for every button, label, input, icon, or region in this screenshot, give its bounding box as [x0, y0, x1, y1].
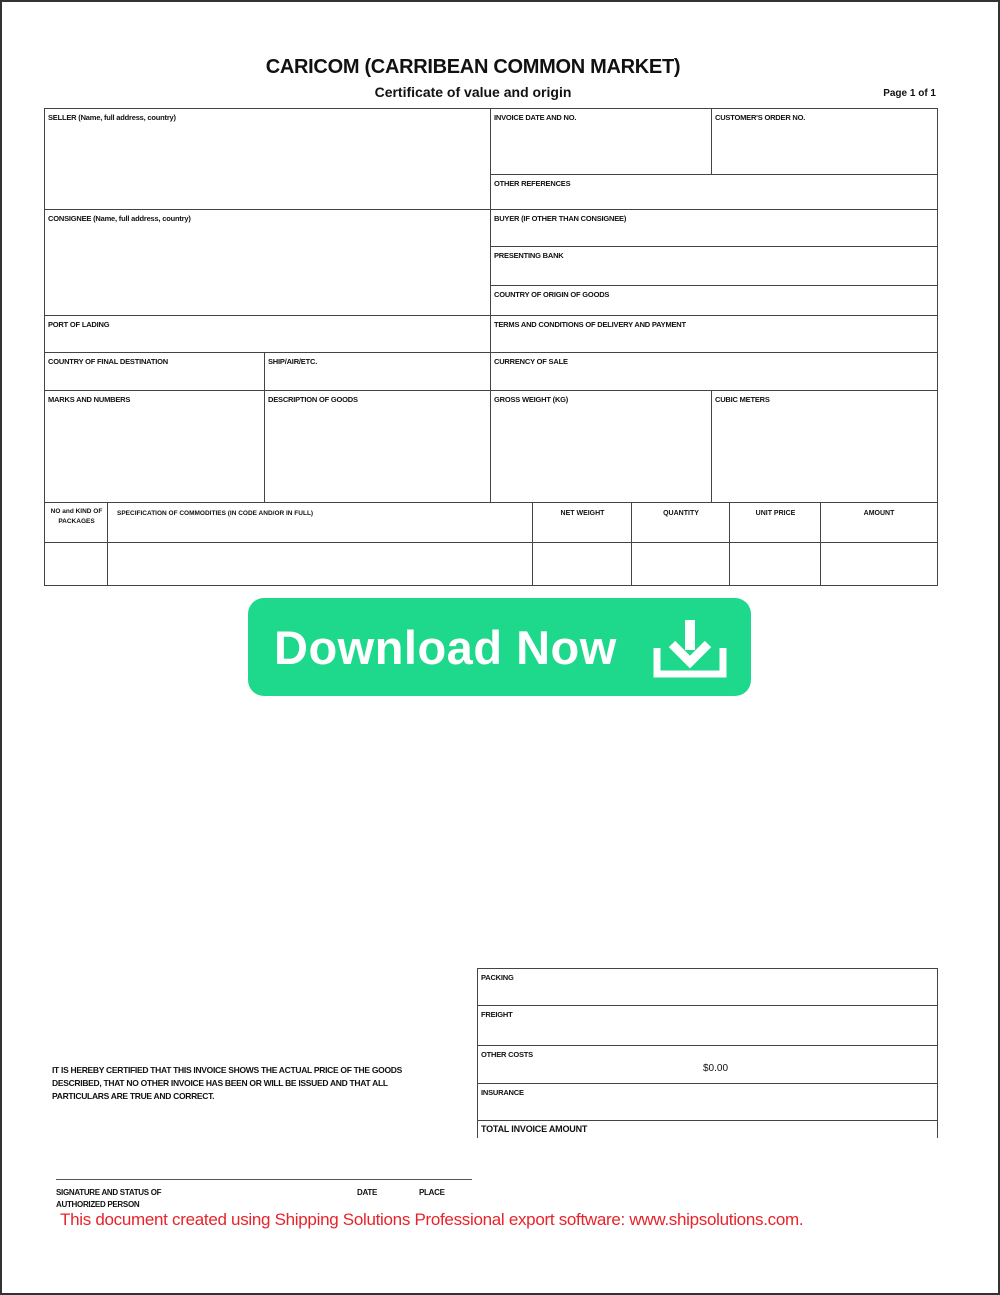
document-subtitle: Certificate of value and origin [374, 84, 572, 100]
gross-weight-label: GROSS WEIGHT (KG) [494, 395, 569, 404]
origin-label: COUNTRY OF ORIGIN OF GOODS [494, 290, 610, 299]
ship-label: SHIP/AIR/ETC. [268, 357, 318, 366]
consignee-field [44, 209, 492, 317]
invoice-date-field [490, 108, 713, 176]
header-text: NET WEIGHT [560, 510, 605, 517]
table-cell [729, 542, 822, 586]
freight-field [477, 1005, 938, 1046]
description-label: DESCRIPTION OF GOODS [268, 395, 358, 404]
other-references-label: OTHER REFERENCES [494, 179, 571, 188]
header-text: UNIT PRICE [755, 510, 796, 517]
destination-field [44, 352, 266, 392]
table-header-packages [44, 502, 109, 544]
description-field [264, 390, 492, 504]
other-costs-value: $0.00 [703, 1063, 729, 1074]
currency-field [490, 352, 938, 392]
cubic-meters-label: CUBIC METERS [715, 395, 770, 404]
table-cell [107, 542, 534, 586]
buyer-field [490, 209, 938, 248]
header-text: AMOUNT [863, 510, 895, 517]
totals-box [477, 968, 938, 1138]
origin-field [490, 285, 938, 317]
place-label: PLACE [419, 1188, 445, 1197]
consignee-label: CONSIGNEE (Name, full address, country) [48, 214, 191, 223]
download-icon [652, 618, 728, 680]
ship-field [264, 352, 492, 392]
terms-label: TERMS AND CONDITIONS OF DELIVERY AND PAYMENT [494, 320, 686, 329]
table-header-net-weight [532, 502, 633, 544]
download-label: Download Now [274, 620, 617, 674]
header-text: NO and KIND OF PACKAGES [50, 508, 103, 525]
document-title: CARICOM (CARRIBEAN COMMON MARKET) [265, 56, 681, 78]
bank-field [490, 246, 938, 287]
date-label: DATE [357, 1188, 377, 1197]
freight-label: FREIGHT [481, 1010, 513, 1019]
marks-field [44, 390, 266, 504]
destination-label: COUNTRY OF FINAL DESTINATION [48, 357, 168, 366]
table-header-amount [820, 502, 938, 544]
other-costs-field [477, 1045, 938, 1084]
table-cell [820, 542, 938, 586]
seller-label: SELLER (Name, full address, country) [48, 113, 176, 122]
table-cell [532, 542, 633, 586]
signature-label: SIGNATURE AND STATUS OF AUTHORIZED PERSON [56, 1188, 162, 1209]
customer-order-label: CUSTOMER'S ORDER NO. [715, 113, 806, 122]
packing-field [477, 968, 938, 1006]
table-header-quantity [631, 502, 731, 544]
terms-field [490, 315, 938, 354]
insurance-label: INSURANCE [481, 1088, 524, 1097]
customer-order-field [711, 108, 938, 176]
table-header-unit-price [729, 502, 822, 544]
download-now-button[interactable] [248, 598, 751, 696]
currency-label: CURRENCY OF SALE [494, 357, 568, 366]
header-text: QUANTITY [663, 510, 699, 517]
total-field [477, 1120, 938, 1138]
certification-text: IT IS HEREBY CERTIFIED THAT THIS INVOICE SHOWS THE ACTUAL PRICE OF THE GOODS DESCRIBED, THAT NO OTHER INVOICE HAS BEEN OR WILL BE ISSUED AND THAT ALL PARTICULARS ARE TRUE AND CORRECT. [52, 1065, 402, 1101]
cubic-meters-field [711, 390, 938, 504]
port-field [44, 315, 492, 354]
insurance-field [477, 1083, 938, 1121]
page-number: Page 1 of 1 [883, 88, 936, 99]
footer-notice: This document created using Shipping Solutions Professional export software: www.shipsolutions.com. [60, 1210, 804, 1229]
total-label: TOTAL INVOICE AMOUNT [481, 1124, 588, 1134]
seller-field [44, 108, 492, 211]
table-cell [44, 542, 109, 586]
other-costs-label: OTHER COSTS [481, 1050, 533, 1059]
header-text: SPECIFICATION OF COMMODITIES (IN CODE AND/OR IN FULL) [117, 510, 314, 517]
packing-label: PACKING [481, 973, 514, 982]
signature-line [56, 1179, 472, 1180]
buyer-label: BUYER (IF OTHER THAN CONSIGNEE) [494, 214, 627, 223]
table-cell [631, 542, 731, 586]
other-references-field [490, 174, 938, 211]
bank-label: PRESENTING BANK [494, 251, 564, 260]
table-header-specification [107, 502, 534, 544]
marks-label: MARKS AND NUMBERS [48, 395, 131, 404]
port-label: PORT OF LADING [48, 320, 110, 329]
gross-weight-field [490, 390, 713, 504]
invoice-date-label: INVOICE DATE AND NO. [494, 113, 577, 122]
